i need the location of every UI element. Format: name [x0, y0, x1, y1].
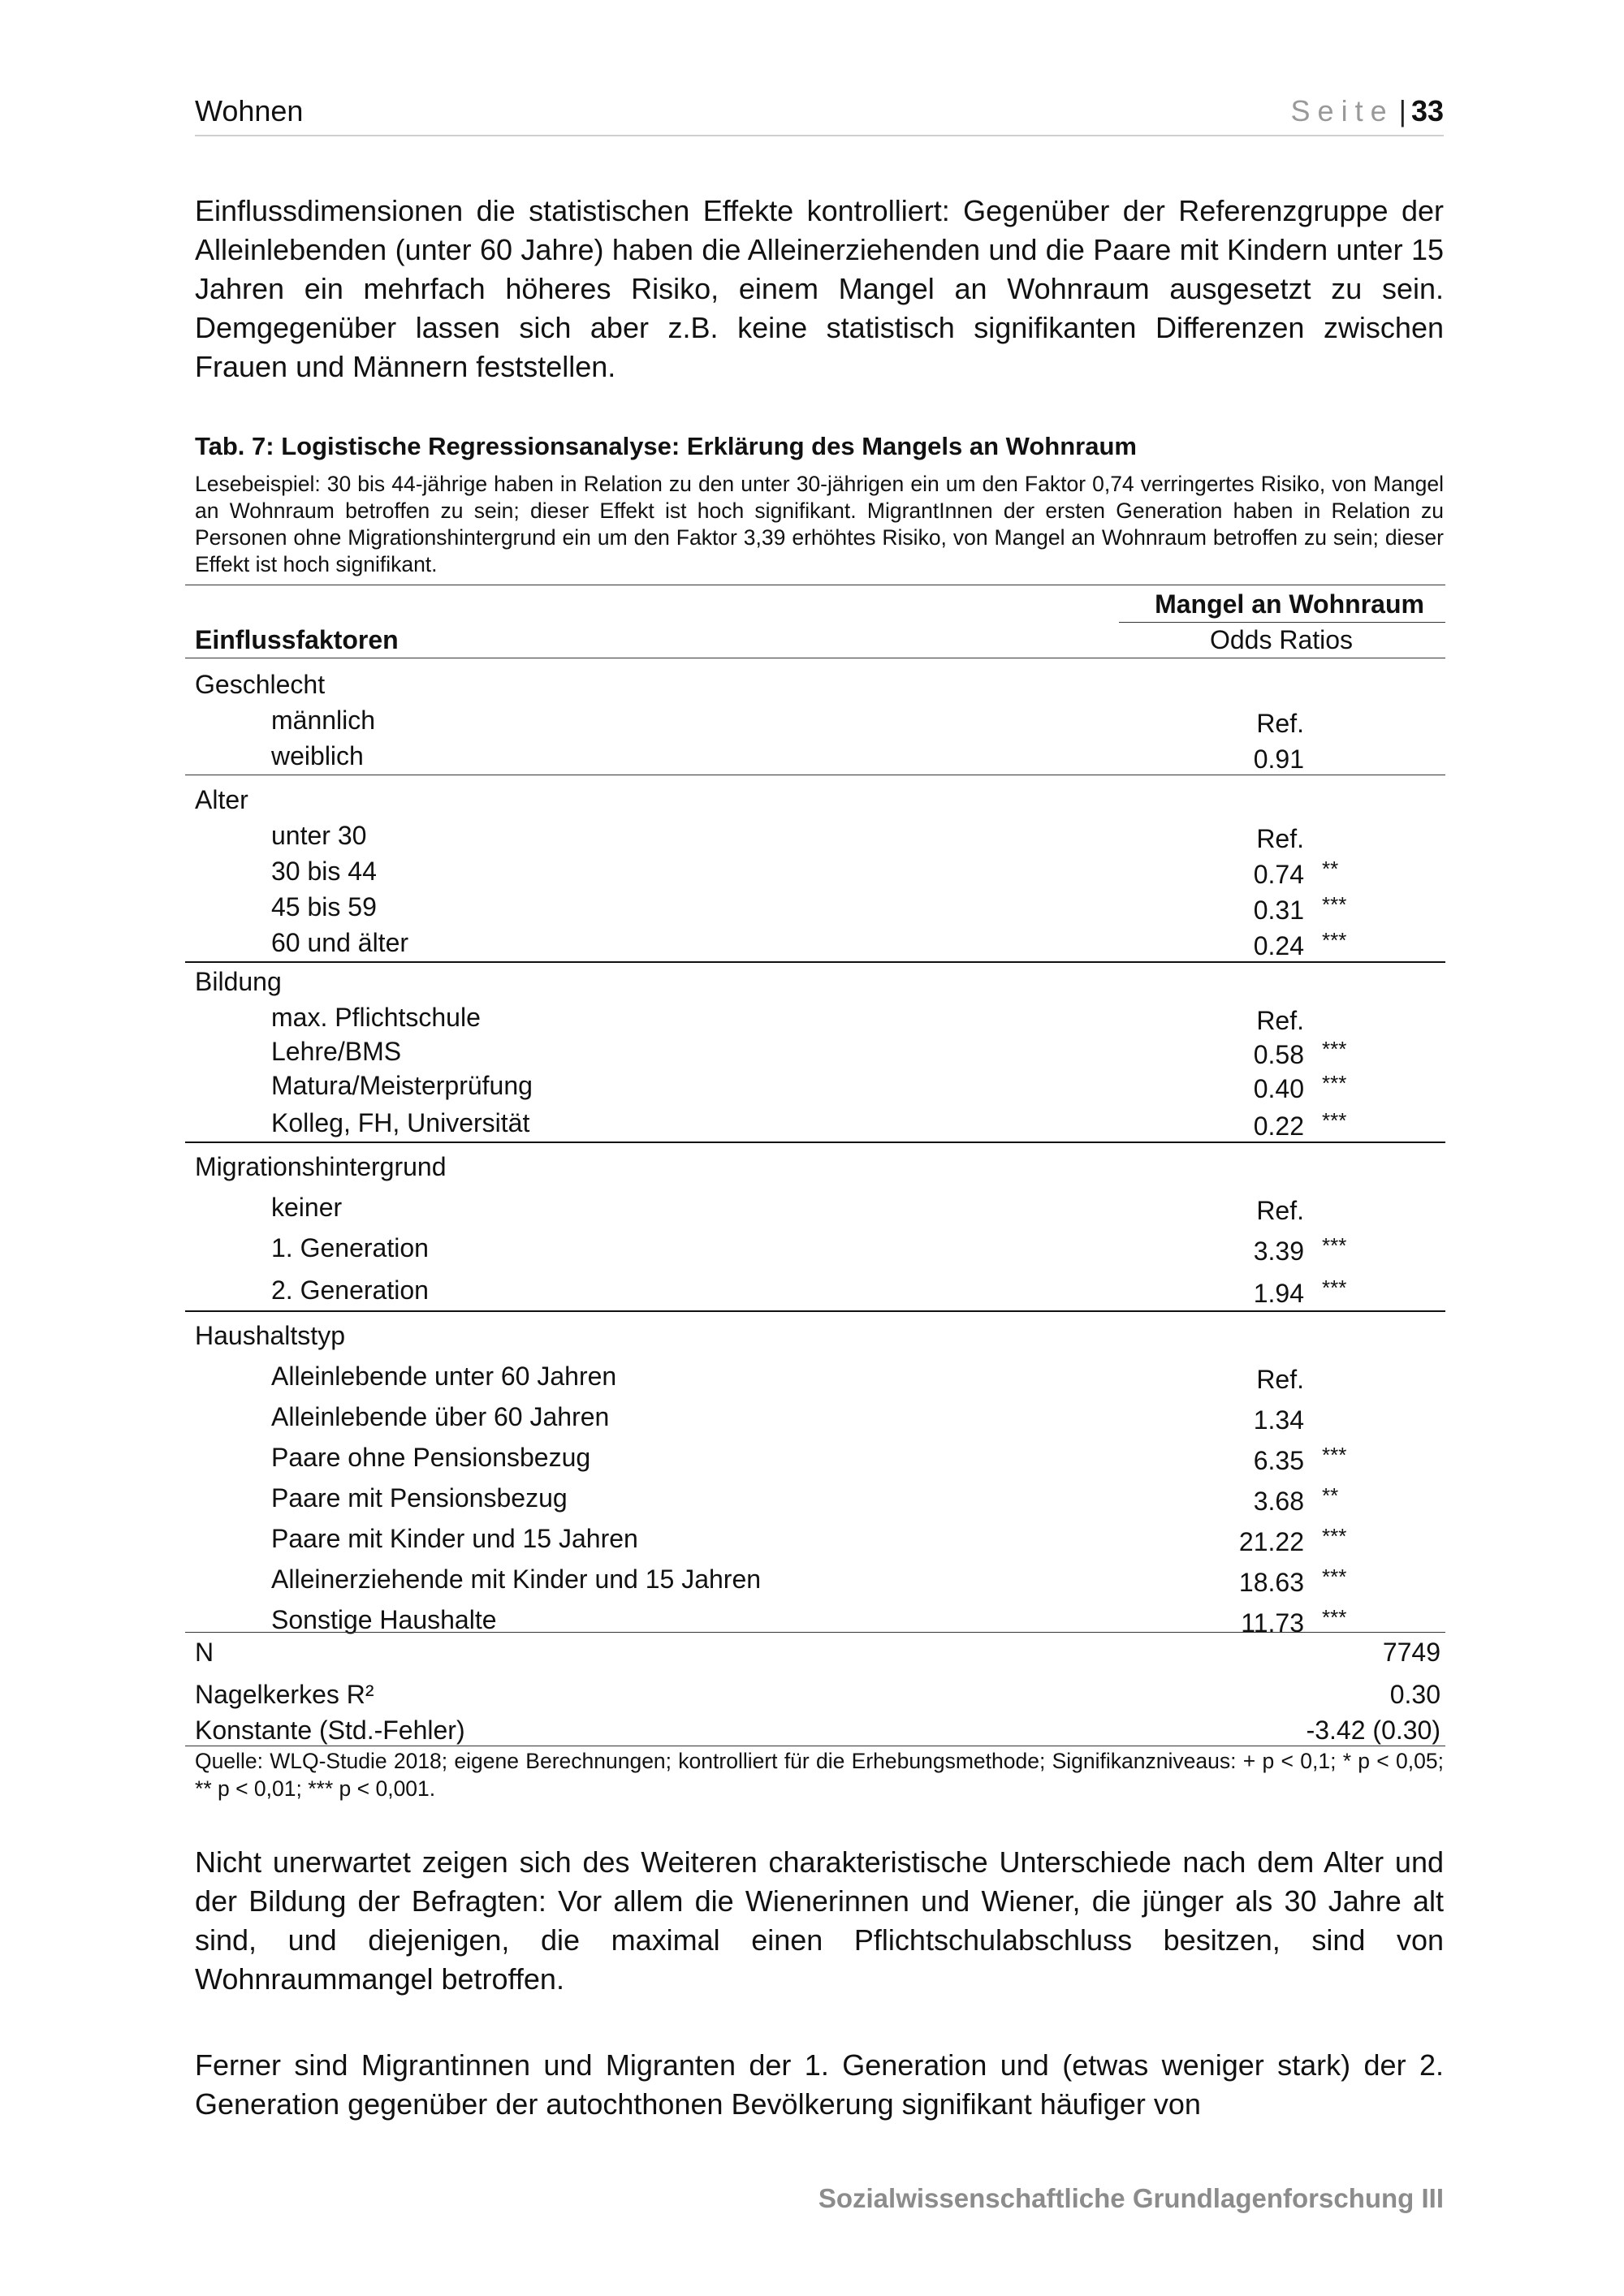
column-header-factors: Einflussfaktoren — [195, 625, 399, 654]
row-label: männlich — [271, 706, 376, 735]
group-divider — [185, 1632, 1445, 1633]
section-title: Wohnen — [195, 94, 304, 127]
odds-ratio-value: 3.68 — [1253, 1487, 1304, 1516]
significance-stars: *** — [1322, 1564, 1347, 1589]
regression-table — [185, 583, 1445, 1749]
group-heading: Migrationshintergrund — [195, 1152, 447, 1181]
significance-stars: *** — [1322, 1443, 1347, 1467]
column-header-odds: Odds Ratios — [1209, 625, 1354, 654]
significance-stars: *** — [1322, 1524, 1347, 1548]
row-label: unter 30 — [271, 821, 367, 850]
odds-ratio-value: 0.58 — [1253, 1040, 1304, 1069]
group-heading: Geschlecht — [195, 670, 326, 699]
row-label: 2. Generation — [271, 1275, 429, 1305]
significance-stars: *** — [1322, 892, 1347, 917]
odds-ratio-value: 1.34 — [1253, 1405, 1304, 1435]
significance-stars: *** — [1322, 1605, 1347, 1629]
significance-stars: ** — [1322, 1483, 1339, 1508]
row-label: max. Pflichtschule — [271, 1003, 481, 1032]
table-source-note: Quelle: WLQ-Studie 2018; eigene Berechnungen; kontrolliert für die Erhebungsmethode; Signifikanzniveaus: + p < 0,1; * p < 0,05; ** p < 0,01; *** p < 0,001. — [195, 1749, 1444, 1801]
group-divider — [185, 1310, 1445, 1312]
significance-stars: *** — [1322, 1037, 1347, 1061]
row-label: Matura/Meisterprüfung — [271, 1071, 533, 1100]
paragraph-2: Nicht unerwartet zeigen sich des Weiteren charakteristische Unterschiede nach dem Alter und der Bildung der Befragten: Vor allem die Wienerinnen und Wiener, die jünger als 30 Jahre alt sind, und diejenigen, die maximal einen Pflichtschulabschluss besitzen, sind von Wohnraummangel betroffen. — [195, 1845, 1444, 1996]
page-header — [195, 91, 1444, 136]
group-heading: Alter — [195, 785, 248, 814]
odds-ratio-value: Ref. — [1256, 1006, 1304, 1035]
odds-ratio-value: 0.31 — [1253, 896, 1304, 925]
stat-label: Konstante (Std.-Fehler) — [195, 1716, 465, 1745]
odds-ratio-value: 3.39 — [1253, 1236, 1304, 1266]
stat-value: 7749 — [1382, 1638, 1440, 1667]
odds-ratio-value: 0.24 — [1253, 931, 1304, 960]
row-label: Alleinlebende über 60 Jahren — [271, 1402, 610, 1431]
stat-label: N — [195, 1638, 214, 1667]
row-label: 45 bis 59 — [271, 892, 377, 921]
group-heading: Haushaltstyp — [195, 1321, 345, 1350]
odds-ratio-value: Ref. — [1256, 1365, 1304, 1394]
significance-stars: *** — [1322, 1108, 1347, 1133]
row-label: Lehre/BMS — [271, 1037, 402, 1066]
significance-stars: *** — [1322, 928, 1347, 952]
page-number: 33 — [1410, 94, 1444, 127]
odds-ratio-value: 6.35 — [1253, 1446, 1304, 1475]
page-separator: | — [1398, 94, 1406, 127]
row-label: keiner — [271, 1193, 343, 1222]
odds-ratio-value: 0.22 — [1253, 1111, 1304, 1141]
significance-stars: *** — [1322, 1233, 1347, 1258]
row-label: Sonstige Haushalte — [271, 1605, 497, 1634]
row-label: Paare ohne Pensionsbezug — [271, 1443, 591, 1472]
significance-stars: ** — [1322, 857, 1339, 881]
column-group-rule — [1119, 622, 1445, 623]
row-label: 30 bis 44 — [271, 857, 377, 886]
intro-paragraph: Einflussdimensionen die statistischen Effekte kontrolliert: Gegenüber der Referenzgruppe der Alleinlebenden (unter 60 Jahre) haben die Alleinerziehenden und die Paare mit Kindern unter 15 Jahren ein mehrfach höheres Risiko, einem Mangel an Wohnraum ausgesetzt zu sein. Demgegenüber lassen sich aber z.B. keine statistisch signifikanten Differenzen zwischen Frauen und Männern feststellen. — [195, 194, 1444, 383]
row-label: Alleinlebende unter 60 Jahren — [271, 1362, 617, 1391]
paragraph-3: Ferner sind Migrantinnen und Migranten der 1. Generation und (etwas weniger stark) der 2. Generation gegenüber der autochthonen Bevölkerung signifikant häufiger von — [195, 2048, 1444, 2121]
row-label: 60 und älter — [271, 928, 409, 957]
row-label: Kolleg, FH, Universität — [271, 1108, 530, 1137]
significance-stars: *** — [1322, 1071, 1347, 1095]
page-indicator — [1291, 94, 1444, 128]
odds-ratio-value: 0.74 — [1253, 860, 1304, 889]
odds-ratio-value: Ref. — [1256, 824, 1304, 853]
group-heading: Bildung — [195, 967, 282, 996]
odds-ratio-value: Ref. — [1256, 1196, 1304, 1225]
odds-ratio-value: 11.73 — [1241, 1608, 1304, 1638]
group-divider — [185, 961, 1445, 963]
table-title: Tab. 7: Logistische Regressionsanalyse: Erklärung des Mangels an Wohnraum — [195, 432, 1137, 460]
column-group-header: Mangel an Wohnraum — [1155, 589, 1424, 619]
row-label: Paare mit Pensionsbezug — [271, 1483, 568, 1513]
stat-value: -3.42 (0.30) — [1306, 1716, 1440, 1745]
odds-ratio-value: 21.22 — [1238, 1527, 1304, 1556]
significance-stars: *** — [1322, 1275, 1347, 1300]
row-label: Alleinerziehende mit Kinder und 15 Jahren — [271, 1564, 762, 1594]
stat-label: Nagelkerkes R² — [195, 1680, 374, 1709]
table-lead: Lesebeispiel: 30 bis 44-jährige haben in Relation zu den unter 30-jährigen ein um den Faktor 0,74 verringertes Risiko, von Mangel an Wohnraum betroffen zu sein; dieser Effekt ist hoch signifikant. MigrantInnen der ersten Generation haben in Relation zu Personen ohne Migrationshintergrund ein um den Faktor 3,39 erhöhtes Risiko, von Mangel an Wohnraum betroffen zu sein; dieser Effekt ist hoch signifikant. — [195, 472, 1444, 576]
row-label: Paare mit Kinder und 15 Jahren — [271, 1524, 638, 1553]
odds-ratio-value: 1.94 — [1253, 1279, 1304, 1308]
odds-ratio-value: 0.40 — [1253, 1074, 1304, 1103]
page-word: Seite — [1290, 94, 1394, 127]
stat-value: 0.30 — [1389, 1680, 1440, 1709]
row-label: weiblich — [271, 741, 364, 770]
page-footer: Sozialwissenschaftliche Grundlagenforschung III — [818, 2183, 1444, 2213]
odds-ratio-value: 18.63 — [1238, 1568, 1304, 1597]
odds-ratio-value: Ref. — [1256, 709, 1304, 738]
group-divider — [185, 1142, 1445, 1143]
odds-ratio-value: 0.91 — [1253, 744, 1304, 774]
row-label: 1. Generation — [271, 1233, 429, 1262]
